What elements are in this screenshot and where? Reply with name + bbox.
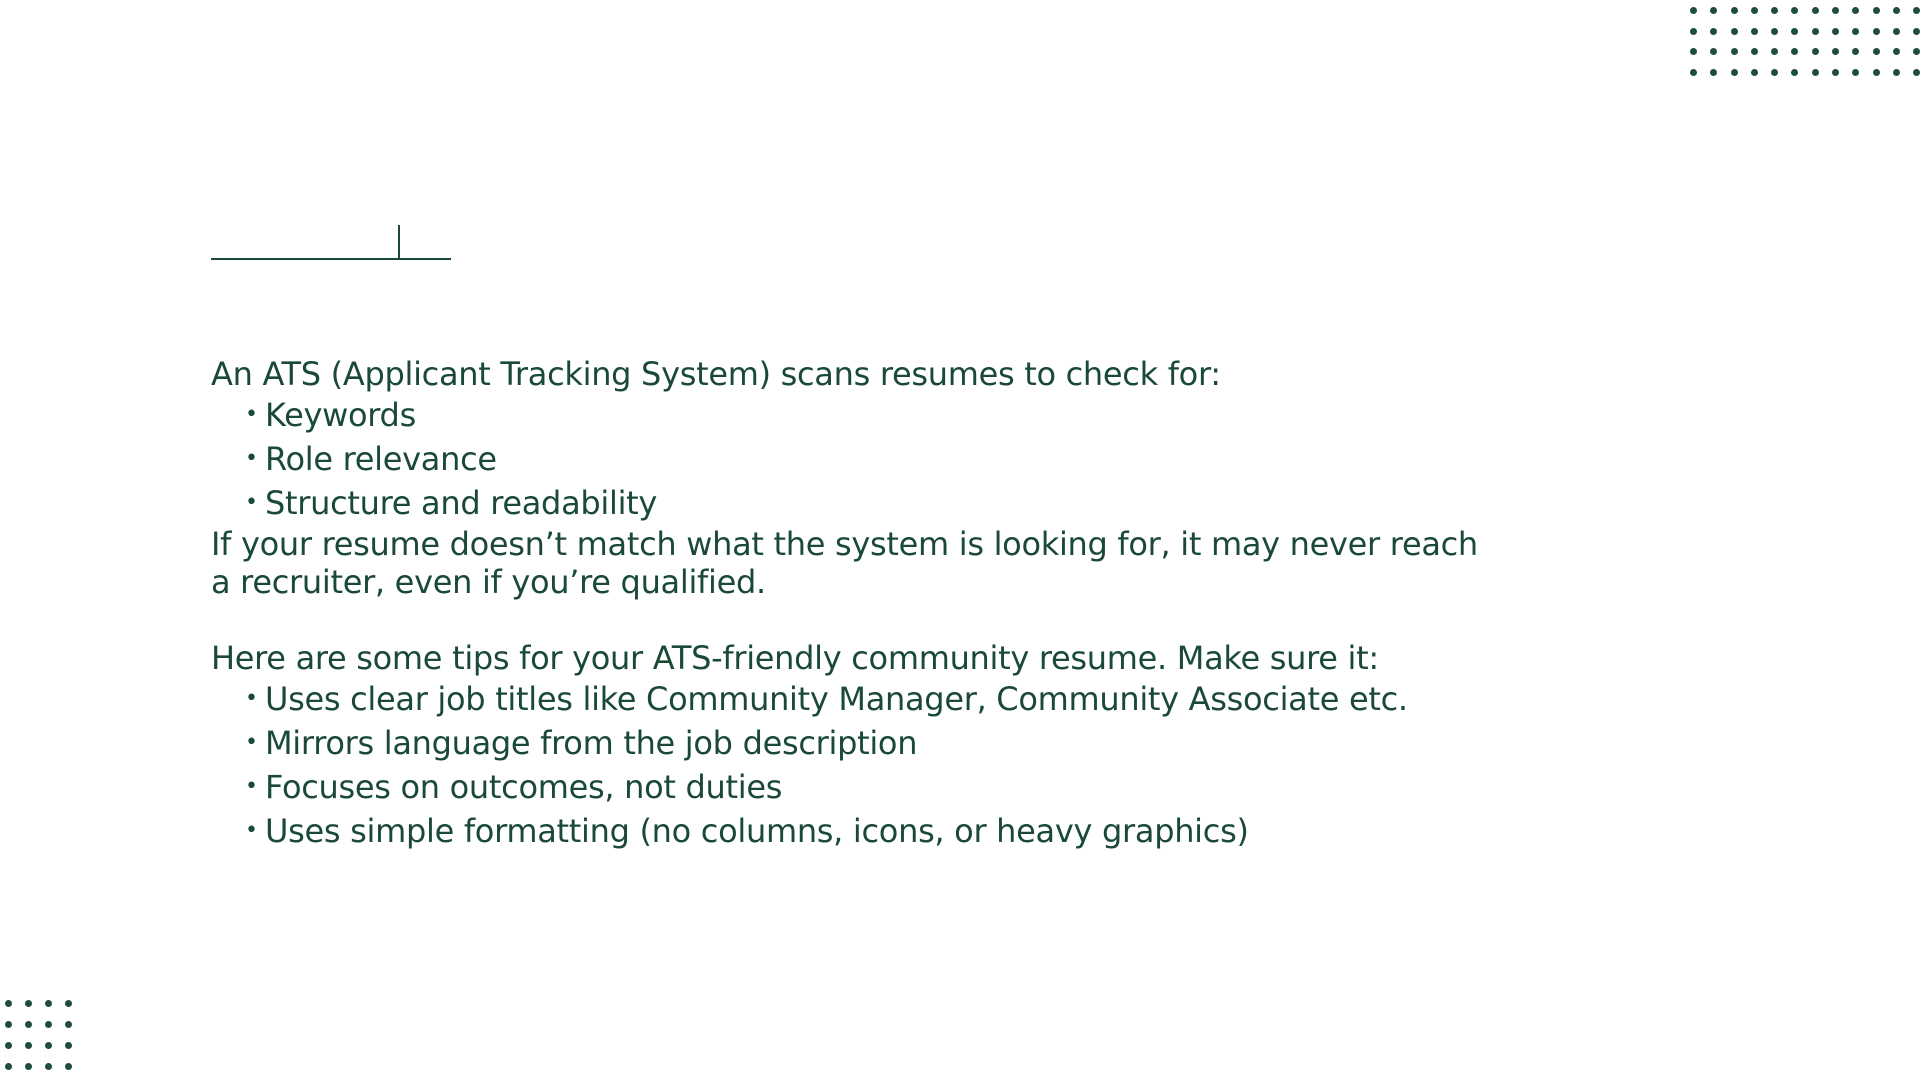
dot	[1873, 69, 1880, 76]
tips-intro-text: Here are some tips for your ATS-friendly community resume. Make sure it:	[211, 639, 1379, 677]
dot	[1893, 28, 1900, 35]
dot	[1852, 7, 1859, 14]
dot	[1690, 28, 1697, 35]
decorative-dot-grid-bottom-left	[5, 1000, 72, 1070]
dot	[1751, 48, 1758, 55]
dot	[1913, 28, 1920, 35]
dot	[5, 1021, 12, 1028]
dot	[1832, 28, 1839, 35]
dot	[1710, 48, 1717, 55]
bullet-icon: •	[245, 774, 258, 799]
dot	[1751, 28, 1758, 35]
decorative-dot-grid-top-right	[1690, 7, 1920, 76]
dot	[1812, 48, 1819, 55]
list-item	[245, 677, 1511, 721]
dot	[1812, 7, 1819, 14]
dot	[5, 1000, 12, 1007]
list-item	[245, 437, 1511, 481]
dot	[45, 1063, 52, 1070]
dot	[1913, 69, 1920, 76]
bullet-icon: •	[245, 490, 258, 515]
bullet-icon: •	[245, 730, 258, 755]
dot	[1731, 69, 1738, 76]
dot	[1832, 48, 1839, 55]
dot	[1710, 28, 1717, 35]
dot	[1731, 48, 1738, 55]
dot	[1873, 28, 1880, 35]
dot	[1731, 7, 1738, 14]
dot	[45, 1042, 52, 1049]
dot	[45, 1000, 52, 1007]
dot	[1913, 48, 1920, 55]
dot	[65, 1042, 72, 1049]
bullet-icon: •	[245, 446, 258, 471]
list-item	[245, 481, 1511, 525]
dot	[5, 1063, 12, 1070]
ats-check-list	[211, 393, 1511, 525]
dot	[1791, 28, 1798, 35]
dot	[25, 1042, 32, 1049]
title-placeholder-underline	[211, 258, 451, 260]
dot	[1852, 69, 1859, 76]
dot	[1710, 69, 1717, 76]
dot	[1791, 48, 1798, 55]
dot	[1751, 69, 1758, 76]
dot	[1771, 7, 1778, 14]
intro-text: An ATS (Applicant Tracking System) scans resumes to check for:	[211, 355, 1221, 393]
list-item-text: Uses simple formatting (no columns, icons, or heavy graphics)	[265, 812, 1249, 850]
dot	[1751, 7, 1758, 14]
dot	[1771, 48, 1778, 55]
warning-text-line-2: a recruiter, even if you’re qualified.	[211, 563, 766, 601]
list-item	[245, 765, 1511, 809]
dot	[25, 1063, 32, 1070]
list-item	[245, 393, 1511, 437]
list-item-text: Structure and readability	[265, 484, 658, 522]
dot	[1832, 69, 1839, 76]
dot	[1791, 7, 1798, 14]
bullet-icon: •	[245, 818, 258, 843]
dot	[1893, 7, 1900, 14]
dot	[1832, 7, 1839, 14]
dot	[1893, 48, 1900, 55]
dot	[1873, 48, 1880, 55]
list-item	[245, 809, 1511, 853]
list-item-text: Role relevance	[265, 440, 497, 478]
dot	[1690, 48, 1697, 55]
dot	[1731, 28, 1738, 35]
dot	[1690, 69, 1697, 76]
dot	[25, 1021, 32, 1028]
list-item	[245, 721, 1511, 765]
dot	[45, 1021, 52, 1028]
dot	[1913, 7, 1920, 14]
body-text-box[interactable]	[211, 355, 1511, 853]
dot	[1690, 7, 1697, 14]
dot	[65, 1021, 72, 1028]
dot	[1710, 7, 1717, 14]
list-item-text: Keywords	[265, 396, 416, 434]
bullet-icon: •	[245, 686, 258, 711]
list-item-text: Mirrors language from the job description	[265, 724, 918, 762]
bullet-icon: •	[245, 402, 258, 427]
dot	[1852, 28, 1859, 35]
warning-text-line-1: If your resume doesn’t match what the system is looking for, it may never reach	[211, 525, 1478, 563]
dot	[1852, 48, 1859, 55]
dot	[1873, 7, 1880, 14]
dot	[1812, 28, 1819, 35]
dot	[1812, 69, 1819, 76]
dot	[25, 1000, 32, 1007]
dot	[5, 1042, 12, 1049]
dot	[1791, 69, 1798, 76]
list-item-text: Focuses on outcomes, not duties	[265, 768, 783, 806]
tips-list	[211, 677, 1511, 853]
dot	[1771, 28, 1778, 35]
dot	[65, 1063, 72, 1070]
paragraph-gap	[211, 601, 1511, 639]
dot	[1893, 69, 1900, 76]
dot	[1771, 69, 1778, 76]
text-cursor	[398, 225, 400, 259]
list-item-text: Uses clear job titles like Community Manager, Community Associate etc.	[265, 680, 1408, 718]
dot	[65, 1000, 72, 1007]
